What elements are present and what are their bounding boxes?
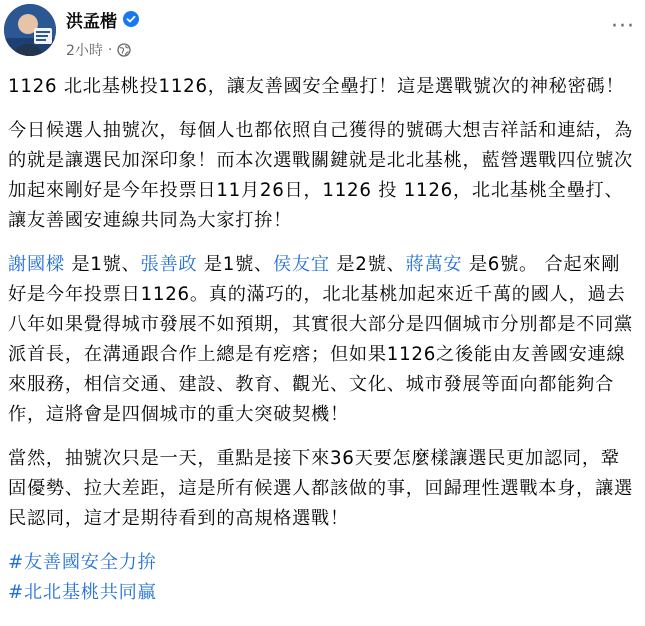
- hashtag-link[interactable]: #友善國安全力拚: [8, 552, 157, 573]
- paragraph-text: 是6號。 合起來剛好是今年投票日1126。真的滿巧的，北北基桃加起來近千萬的國人，過去八年如果覺得城市發展不如預期，其實很大部分是四個城市分別都是不同黨派首長，在溝通跟合作上總是有疙瘩；但如果1126之後能由友善國安連線來服務，相信交通、建設、教育、觀光、文化、城市發展等面向都能夠合作，這將會是四個城市的重大突破契機！: [8, 254, 633, 425]
- profile-photo: [4, 4, 56, 56]
- paragraph-text: 是2號、: [329, 254, 406, 275]
- post-meta: [66, 40, 131, 60]
- post-body: [8, 72, 633, 608]
- meta-separator: ·: [107, 42, 113, 58]
- author-name[interactable]: 洪孟楷: [66, 11, 117, 32]
- post-paragraph: 1126 北北基桃投1126，讓友善國安全壘打！這是選戰號次的神秘密碼！: [8, 76, 625, 97]
- mention-link[interactable]: 侯友宜: [273, 254, 330, 275]
- paragraph-text: 是1號、: [64, 254, 141, 275]
- verified-badge-icon: [123, 11, 139, 27]
- globe-icon: [117, 43, 131, 57]
- author-row: [66, 6, 139, 32]
- hashtag-link[interactable]: #北北基桃共同贏: [8, 582, 157, 603]
- more-options-icon: ···: [611, 13, 635, 39]
- mention-link[interactable]: 謝國樑: [8, 254, 65, 275]
- hashtag-list: [8, 548, 633, 608]
- paragraph-text: 是1號、: [197, 254, 273, 275]
- post-paragraph: 當然，抽號次只是一天，重點是接下來36天要怎麼樣讓選民更加認同，鞏固優勢、拉大差距，這是所有候選人都該做的事，回歸理性選戰本身，讓選民認同，這才是期待看到的高規格選戰！: [8, 448, 633, 529]
- post-paragraph: [8, 250, 633, 430]
- post-paragraph: 今日候選人抽號次，每個人也都依照自己獲得的號碼大想吉祥話和連結，為的就是讓選民加深印象！而本次選戰關鍵就是北北基桃，藍營選戰四位號次加起來剛好是今年投票日11月26日，1126 投 1126，北北基桃全壘打、讓友善國安連線共同為大家打拚！: [8, 120, 633, 231]
- post-header: [0, 0, 645, 66]
- post-timestamp[interactable]: 2小時: [66, 43, 103, 59]
- more-options-button[interactable]: [605, 8, 641, 44]
- avatar[interactable]: [4, 4, 56, 56]
- mention-link[interactable]: 張善政: [140, 254, 198, 275]
- mention-link[interactable]: 蔣萬安: [405, 254, 463, 275]
